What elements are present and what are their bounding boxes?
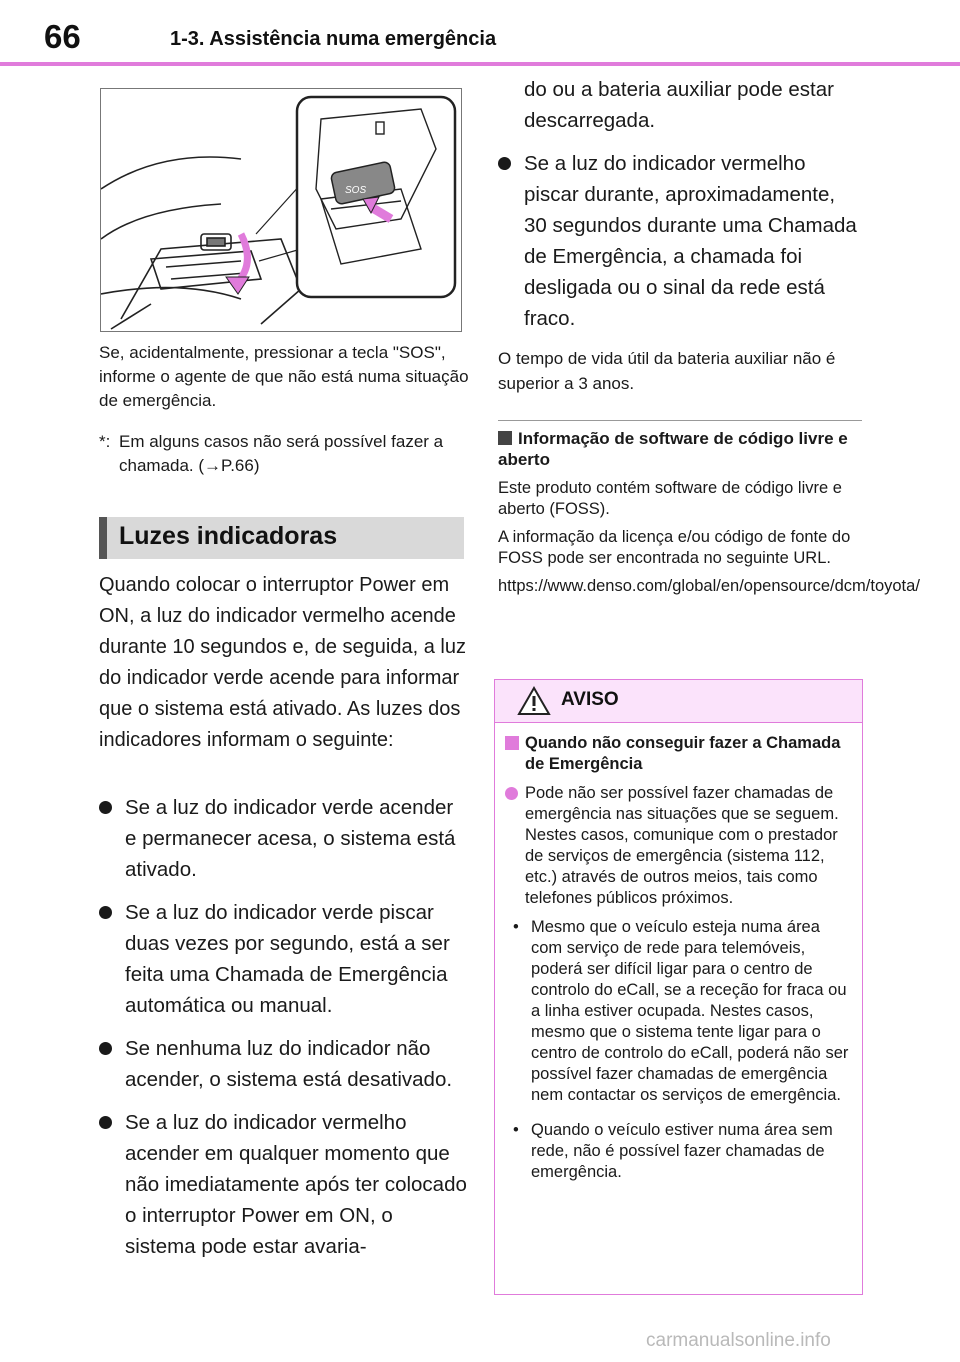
- list-item: [498, 148, 863, 334]
- list-item-text: Se a luz do indicador vermelho piscar durante, aproximadamente, 30 segundos durante uma Chamada de Emergência, a chamada foi desligada ou o sinal da rede está fraco.: [524, 152, 857, 330]
- section-heading-text: Luzes indicadoras: [119, 522, 338, 550]
- foss-url: https://www.denso.com/global/en/opensource/dcm/toyota/: [498, 577, 920, 595]
- header-divider: [0, 62, 960, 66]
- warning-triangle-icon: [517, 686, 551, 716]
- list-item-text: Se a luz do indicador verde piscar duas vezes por segundo, está a ser feita uma Chamada de Emergência automática ou manual.: [125, 901, 450, 1017]
- footnote-mark: *:: [99, 432, 111, 451]
- warning-item-text: Pode não ser possível fazer chamadas de emergência nas situações que se seguem. Nestes casos, comunique com o prestador de serviços de emergência (sistema 112, etc.) através de outros meios, tais como telefones públicos próximos.: [525, 784, 839, 907]
- pink-bullet-icon: [505, 787, 518, 800]
- overhead-console-drawing: [101, 89, 461, 331]
- indicator-bullet-list: [99, 792, 469, 1274]
- warning-box: [494, 679, 863, 1295]
- section-title: 1-3. Assistência numa emergência: [170, 28, 497, 50]
- list-item-text: Se a luz do indicador verde acender e permanecer acesa, o sistema está ativado.: [125, 796, 456, 881]
- square-bullet-icon: [505, 736, 519, 750]
- warning-list-text: Mesmo que o veículo esteja numa área com serviço de rede para telemóveis, poderá ser difícil ligar para o centro de controlo do eCall, se a receção for fraca ou a linha estiver ocupada. Nestes casos, mesmo que o sistema tente ligar para o centro de controlo do eCall, poderá não ser possível fazer chamadas de emergência nem contactar os serviços de emergência.: [531, 918, 849, 1104]
- bullet-dot-icon: [99, 1116, 112, 1129]
- list-item-text: Se nenhuma luz do indicador não acender, o sistema está desativado.: [125, 1037, 453, 1091]
- sos-button-illustration: [100, 88, 462, 332]
- list-item: [99, 792, 469, 885]
- section-divider: [498, 420, 862, 421]
- list-item-text: Se a luz do indicador vermelho acender em qualquer momento que não imediatamente após ter colocado o interruptor Power em ON, o sistema pode estar avaria-: [125, 1111, 467, 1258]
- section-heading-luzes: [99, 517, 464, 559]
- foss-heading: [498, 428, 862, 470]
- footnote: [99, 430, 469, 478]
- small-bullet: •: [513, 1121, 519, 1139]
- list-item: [99, 897, 469, 1021]
- warning-subheading-text: Quando não conseguir fazer a Chamada de Emergência: [525, 734, 841, 773]
- illustration-caption: Se, acidentalmente, pressionar a tecla "SOS", informe o agente de que não está numa situação de emergência.: [99, 343, 469, 410]
- warning-header: [495, 680, 862, 723]
- foss-paragraph-1: Este produto contém software de código livre e aberto (FOSS).: [498, 479, 842, 518]
- warning-subheading: [505, 733, 850, 775]
- bullet-dot-icon: [498, 157, 511, 170]
- watermark: carmanualsonline.info: [646, 1330, 831, 1351]
- foss-paragraph-2: A informação da licença e/ou código de fonte do FOSS pode ser encontrada no seguinte URL.: [498, 528, 851, 567]
- battery-note: O tempo de vida útil da bateria auxiliar não é superior a 3 anos.: [498, 349, 836, 393]
- footnote-text: Em alguns casos não será possível fazer a chamada. (→P.66): [119, 432, 444, 475]
- intro-paragraph: Quando colocar o interruptor Power em ON, a luz do indicador vermelho acende durante 10 segundos e, de seguida, a luz do indicador verde acende para informar que o sistema está ativado. As luzes dos indicadores informam o seguinte:: [99, 574, 466, 751]
- warning-body: [495, 723, 862, 1183]
- sos-key-label: SOS: [345, 185, 367, 196]
- page-number: 66: [44, 18, 81, 55]
- small-bullet: •: [513, 918, 519, 936]
- warning-list-item: [505, 917, 850, 1106]
- bullet-dot-icon: [99, 906, 112, 919]
- warning-list-text: Quando o veículo estiver numa área sem rede, não é possível fazer chamadas de emergência.: [531, 1121, 833, 1181]
- square-bullet-icon: [498, 431, 512, 445]
- foss-heading-text: Informação de software de código livre e aberto: [498, 429, 848, 469]
- foss-info: [498, 478, 920, 604]
- warning-list-item: [505, 1120, 850, 1183]
- bullet-dot-icon: [99, 801, 112, 814]
- right-column: [498, 74, 863, 396]
- bullet-dot-icon: [99, 1042, 112, 1055]
- warning-title: AVISO: [561, 689, 619, 710]
- list-item: [99, 1033, 469, 1095]
- list-item-continuation: do ou a bateria auxiliar pode estar descarregada.: [524, 78, 834, 132]
- warning-item: [505, 783, 850, 909]
- list-item: [99, 1107, 469, 1262]
